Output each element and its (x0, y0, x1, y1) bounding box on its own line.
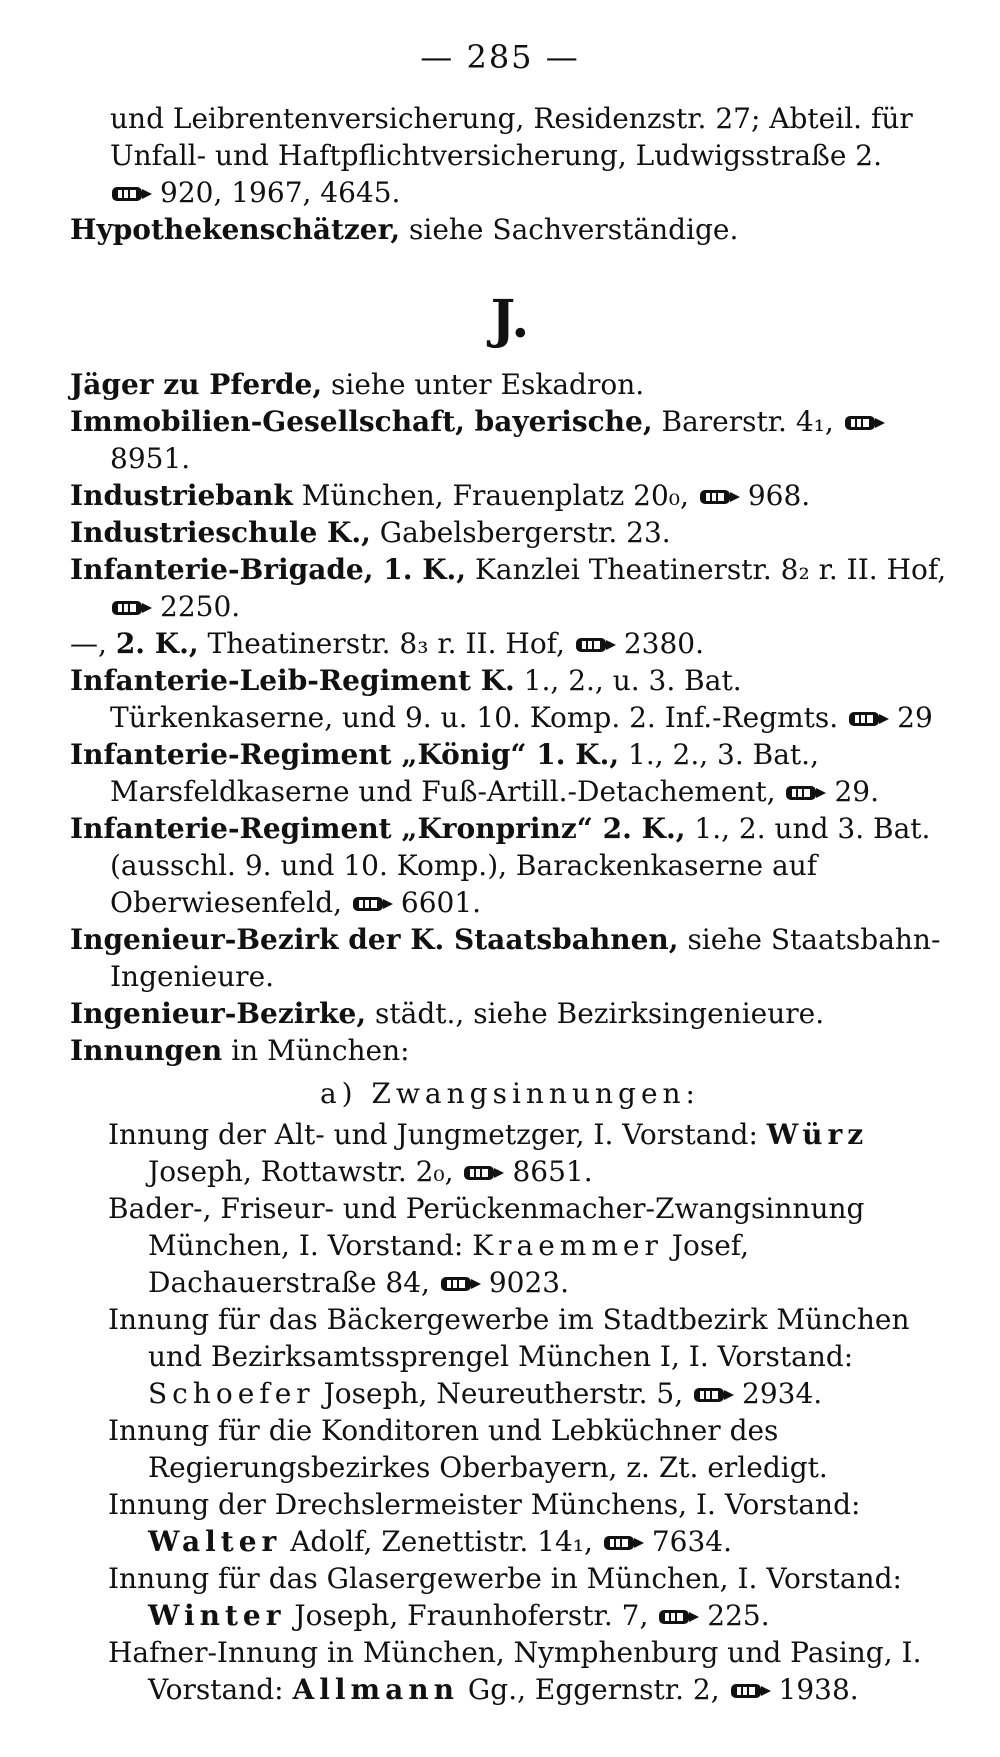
chairman-name: Allmann (292, 1673, 459, 1706)
entry-title: Hypothekenschätzer, (70, 213, 401, 246)
entry-text: siehe Sachverständige. (409, 213, 739, 246)
chairman-name: Winter (148, 1599, 286, 1632)
phone-numbers: 920, 1967, 4645. (160, 176, 401, 209)
entry-infanterie-leib-regiment (70, 662, 950, 736)
entry-text: Innung für das Glasergewerbe in München, I. Vorstand: (108, 1562, 902, 1595)
section-letter: J. (490, 289, 530, 350)
telephone-icon (351, 893, 395, 915)
entry-infanterie-regiment-koenig (70, 736, 950, 810)
entry-title: Infanterie-Leib-Regiment K. (70, 664, 515, 697)
telephone-icon (698, 486, 742, 508)
subsection-heading: a) Zwangsinnungen: (319, 1077, 700, 1110)
telephone-icon (729, 1680, 773, 1702)
phone-number: 6601. (400, 886, 482, 919)
entry-text: Innung für das Bäckergewerbe im Stadtbezirk München und Bezirksamtssprengel München I, I. Vorstand: (108, 1303, 910, 1373)
chairman-name: Würz (766, 1118, 869, 1151)
continued-entry (70, 100, 950, 211)
entry-text: siehe Staatsbahn-Ingenieure. (110, 923, 941, 993)
entry-text: Theatinerstr. 8₃ r. II. Hof, (207, 627, 565, 660)
entry-ingenieur-bezirk (70, 921, 950, 995)
entry-text: in München: (231, 1034, 410, 1067)
entry-line: und Leibrentenversicherung, Residenzstr. 27; Abteil. für (110, 102, 913, 135)
entry-infanterie-brigade-2 (70, 625, 950, 662)
entry-address: Joseph, Fraunhoferstr. 7, (294, 1599, 649, 1632)
entry-hypothekenschaetzer (70, 211, 950, 248)
entry-address: Gg., Eggernstr. 2, (467, 1673, 720, 1706)
entry-title: Infanterie-Brigade, 1. K., (70, 553, 467, 586)
entry-line (110, 174, 950, 211)
telephone-icon (110, 597, 154, 619)
entry-title: Ingenieur-Bezirk der K. Staatsbahnen, (70, 923, 679, 956)
innung-baecker (70, 1301, 950, 1412)
directory-entries (70, 100, 950, 1708)
telephone-icon (110, 183, 154, 205)
innung-bader-friseur (70, 1190, 950, 1301)
entry-ingenieur-bezirke (70, 995, 950, 1032)
telephone-icon (784, 782, 828, 804)
entry-immobilien (70, 403, 950, 477)
entry-address: Adolf, Zenettistr. 14₁, (290, 1525, 593, 1558)
entry-title: Innungen (70, 1034, 223, 1067)
entry-title: Infanterie-Regiment „Kronprinz“ 2. K., (70, 812, 686, 845)
entry-prefix: —, (70, 627, 107, 660)
entry-address: Josef, Dachauerstraße 84, (148, 1229, 750, 1299)
entry-title: Infanterie-Regiment „König“ 1. K., (70, 738, 620, 771)
entry-title: Immobilien-Gesellschaft, bayerische, (70, 405, 653, 438)
entry-title: Jäger zu Pferde, (70, 368, 323, 401)
phone-number: 8651. (512, 1155, 593, 1188)
entry-line: Unfall- und Haftpflichtversicherung, Ludwigsstraße 2. (110, 139, 883, 172)
entry-text: Innung für die Konditoren und Lebküchner des Regierungsbezirkes Oberbayern, z. Zt. erledigt. (108, 1414, 828, 1484)
telephone-icon (574, 634, 618, 656)
entry-title: Industriebank (70, 479, 293, 512)
phone-number: 29 (897, 701, 933, 734)
phone-number: 8951. (110, 442, 191, 475)
page-number: — 285 — (420, 38, 580, 76)
entry-industriebank (70, 477, 950, 514)
phone-number: 29. (834, 775, 880, 808)
entry-infanterie-regiment-kronprinz (70, 810, 950, 921)
telephone-icon (657, 1606, 701, 1628)
entry-text: siehe unter Eskadron. (331, 368, 645, 401)
telephone-icon (843, 412, 887, 434)
entry-text: Kanzlei Theatinerstr. 8₂ r. II. Hof, (474, 553, 947, 586)
telephone-icon (847, 708, 891, 730)
entry-title: 2. K., (115, 627, 199, 660)
phone-number: 968. (747, 479, 811, 512)
entry-text: städt., siehe Bezirksingenieure. (375, 997, 825, 1030)
chairman-name: Kraemmer (472, 1229, 663, 1262)
entry-infanterie-brigade-1 (70, 551, 950, 625)
telephone-icon (439, 1273, 483, 1295)
phone-number: 225. (707, 1599, 770, 1632)
entry-text: Gabelsbergerstr. 23. (379, 516, 671, 549)
entry-text: Barerstr. 4₁, (661, 405, 834, 438)
entry-industrieschule (70, 514, 950, 551)
phone-number: 9023. (488, 1266, 570, 1299)
entry-innungen (70, 1032, 950, 1069)
phone-number: 2250. (160, 590, 241, 623)
entry-text: 1., 2. und 3. Bat. (ausschl. 9. und 10. Komp.), Barackenkaserne auf Oberwiesenfeld, (110, 812, 931, 919)
entry-address: Joseph, Neureutherstr. 5, (323, 1377, 684, 1410)
telephone-icon (692, 1384, 736, 1406)
phone-number: 7634. (651, 1525, 732, 1558)
telephone-icon (602, 1532, 646, 1554)
entry-text: Bader-, Friseur- und Perückenmacher-Zwangsinnung München, I. Vorstand: (108, 1192, 865, 1262)
innung-drechsler (70, 1486, 950, 1560)
entry-text: München, Frauenplatz 20₀, (301, 479, 689, 512)
chairman-name: Walter (148, 1525, 282, 1558)
innung-metzger (70, 1116, 950, 1190)
entry-text: Hafner-Innung in München, Nymphenburg und Pasing, I. Vorstand: (108, 1636, 922, 1706)
innung-hafner (70, 1634, 950, 1708)
phone-number: 2380. (623, 627, 705, 660)
innungen-list (70, 1116, 950, 1708)
chairman-name: Schoefer (148, 1377, 315, 1410)
entry-text: 1., 2., u. 3. Bat. Türkenkaserne, und 9. u. 10. Komp. 2. Inf.-Regmts. (110, 664, 839, 734)
entry-text: 1., 2., 3. Bat., Marsfeldkaserne und Fuß-Artill.-Detachement, (110, 738, 819, 808)
entry-title: Industrieschule K., (70, 516, 371, 549)
entry-text: Innung der Alt- und Jungmetzger, I. Vorstand: (108, 1118, 758, 1151)
innung-glaser (70, 1560, 950, 1634)
innung-konditoren (70, 1412, 950, 1486)
telephone-icon (462, 1162, 506, 1184)
entry-text: Innung der Drechslermeister Münchens, I. Vorstand: (108, 1488, 861, 1521)
phone-number: 2934. (742, 1377, 823, 1410)
phone-number: 1938. (778, 1673, 859, 1706)
entry-title: Ingenieur-Bezirke, (70, 997, 367, 1030)
entry-jaeger (70, 366, 950, 403)
entry-address: Joseph, Rottawstr. 2₀, (148, 1155, 454, 1188)
